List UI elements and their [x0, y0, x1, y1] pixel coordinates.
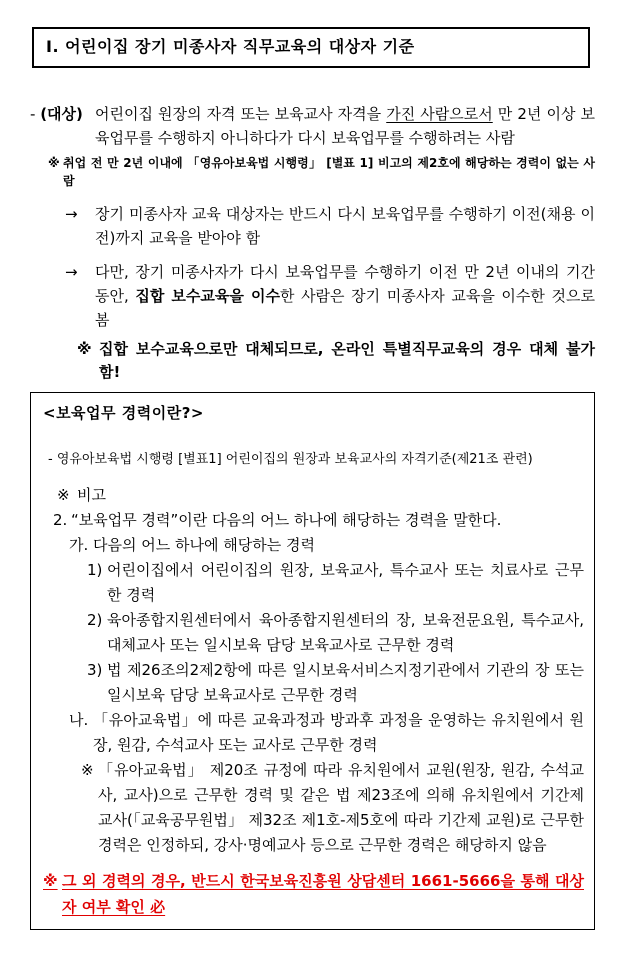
arrow-note-2-text: [95, 260, 595, 332]
replacement-note: [30, 338, 595, 384]
law-reference-line: - 영유아보육법 시행령 [별표1] 어린이집의 원장과 보육교사의 자격기준(제21조 관련): [48, 452, 533, 467]
target-label: (대상): [40, 105, 83, 123]
list-item-3-marker: 3): [87, 661, 103, 679]
list-item-na: [43, 708, 584, 758]
contact-warning: [43, 868, 584, 920]
list-item-2-marker: 2): [87, 611, 103, 629]
bold-phrase: 집합 보수교육을 이수: [135, 287, 280, 305]
list-item-ga: [43, 533, 584, 558]
career-box-heading: <보육업무 경력이란?>: [43, 404, 204, 422]
small-note-text: 취업 전 만 2년 이내에 「영유아보육법 시행령」 [별표 1] 비고의 제2호에 해당하는 경력이 없는 사람: [63, 156, 595, 188]
target-text: [95, 102, 595, 150]
dash-marker: -: [30, 105, 36, 123]
target-marker: [30, 102, 95, 150]
document-body: [0, 102, 617, 384]
arrow-note-1: [30, 202, 595, 250]
list-item-2-text: 육아종합지원센터에서 육아종합지원센터의 장, 보육전문요원, 특수교사, 대체교사 또는 일시보육 담당 보육교사로 근무한 경력: [107, 611, 584, 654]
arrow-icon: →: [65, 263, 78, 281]
list-item-3: [43, 658, 584, 708]
remark-label: [43, 483, 584, 508]
remark-marker: ※: [57, 486, 70, 504]
list-item-1-text: 어린이집에서 어린이집의 원장, 보육교사, 특수교사 또는 치료사로 근무한 경력: [107, 561, 584, 604]
kindergarten-note-marker: ※: [81, 761, 94, 779]
replacement-note-marker: ※: [77, 340, 92, 358]
remark-label-text: 비고: [77, 486, 106, 504]
list-item-ga-text: 다음의 어느 하나에 해당하는 경력: [93, 536, 315, 554]
arrow-note-2-after: 한 사람은 장기 미종사자 교육을 이수한 것으로 봄: [95, 287, 595, 329]
title-box: [32, 27, 590, 68]
list-item-na-text: 「유아교육법」에 따른 교육과정과 방과후 과정을 운영하는 유치원에서 원장, 원감, 수석교사 또는 교사로 근무한 경력: [93, 711, 584, 754]
target-text-before: 어린이집 원장의 자격 또는 보육교사 자격을: [95, 105, 387, 123]
list-item-1-marker: 1): [87, 561, 103, 579]
arrow-note-2-before: 다만, 장기 미종사자가 다시 보육업무를 수행하기 이전 만 2년 이내의 기간 동안,: [95, 263, 595, 305]
kindergarten-note: [43, 758, 584, 858]
replacement-note-text: 집합 보수교육으로만 대체되므로, 온라인 특별직무교육의 경우 대체 불가함!: [99, 340, 595, 381]
arrow-icon: →: [65, 205, 78, 223]
target-paragraph: [30, 102, 595, 150]
employment-small-note: [30, 154, 595, 190]
underlined-phrase: 가진 사람으로서: [386, 105, 493, 123]
kindergarten-note-text: 「유아교육법」 제20조 규정에 따라 유치원에서 교원(원장, 원감, 수석교사, 교사)으로 근무한 경력 및 같은 법 제23조에 의해 유치원에서 기간제 교사(「교육공무원법」 제32조 제1호-제5호에 따라 기간제 교원)로 근무한 경력은 인정하되, 강사·명예교사 등으로 근무한 경력은 해당하지 않음: [98, 761, 584, 854]
arrow-note-1-text: 장기 미종사자 교육 대상자는 반드시 다시 보육업무를 수행하기 이전(채용 이전)까지 교육을 받아야 함: [95, 205, 595, 247]
clause-2-text: “보육업무 경력”이란 다음의 어느 하나에 해당하는 경력을 말한다.: [71, 511, 502, 529]
list-item-3-text: 법 제26조의2제2항에 따른 일시보육서비스지정기관에서 기관의 장 또는 일시보육 담당 보육교사로 근무한 경력: [107, 661, 584, 704]
small-note-marker: ※: [48, 156, 60, 170]
contact-warning-text: 그 외 경력의 경우, 반드시 한국보육진흥원 상담센터 1661-5666을 통해 대상자 여부 확인 必: [62, 872, 584, 916]
list-item-na-marker: 나.: [69, 711, 89, 729]
list-item-ga-marker: 가.: [69, 536, 89, 554]
clause-2-marker: 2.: [53, 511, 68, 529]
target-text-after: 만 2년 이상 보육업무를 수행하지 아니하다가 다시 보육업무를 수행하려는 사람: [95, 105, 595, 147]
career-info-box: [30, 392, 595, 930]
clause-2: [43, 508, 584, 533]
page-title: Ⅰ. 어린이집 장기 미종사자 직무교육의 대상자 기준: [46, 37, 415, 56]
contact-warning-marker: ※: [43, 872, 58, 890]
arrow-note-2: [30, 260, 595, 332]
list-item-2: [43, 608, 584, 658]
list-item-1: [43, 558, 584, 608]
